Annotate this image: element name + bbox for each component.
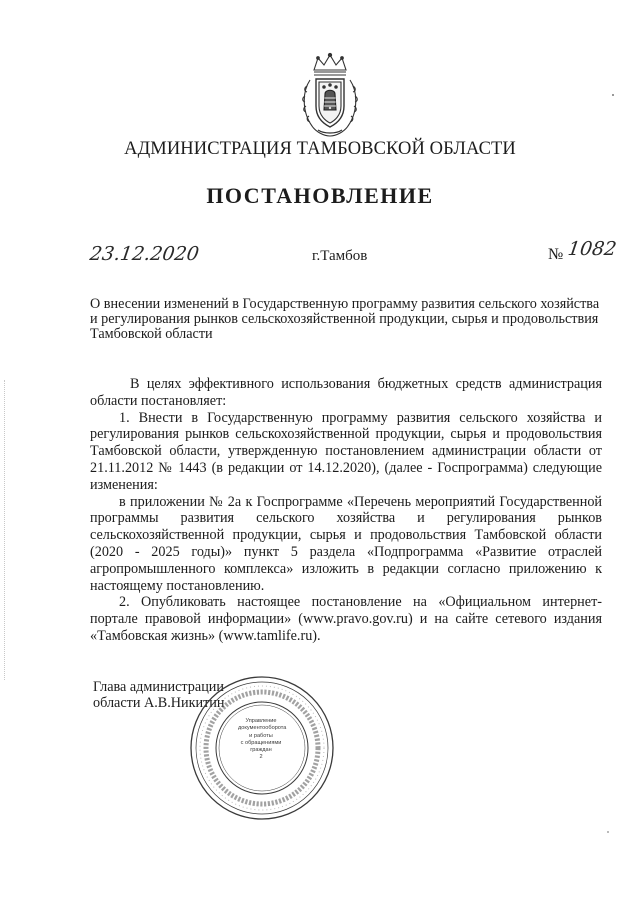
document-number: 1082: [566, 238, 618, 260]
document-type-heading: ПОСТАНОВЛЕНИЕ: [206, 183, 434, 208]
item-1-paragraph: 1. Внести в Государственную программу развития сельского хозяйства и регулирования рынков сельскохозяйственной продукции, сырья и продовольствия Тамбовской области, утвержденную постановлением администрации области от 21.11.2012 № 1443 (в редакции от 14.12.2020), (далее - Госпрограмма) следующие изменения:: [90, 409, 602, 493]
document-body: [90, 376, 602, 645]
scan-speck: [612, 94, 614, 96]
signature-name: области А.В.Никитин: [93, 695, 225, 711]
intro-paragraph: В целях эффективного использования бюджетных средств администрация области постановляет:: [90, 376, 602, 409]
document-date: 23.12.2020: [88, 243, 201, 265]
scan-speck: [607, 831, 609, 833]
stamp-inner-text: Управление документооборота и работы с обращениями граждан 2: [238, 718, 287, 761]
number-sign: №: [548, 246, 564, 263]
coat-of-arms-icon: [300, 52, 360, 138]
organization-title: АДМИНИСТРАЦИЯ ТАМБОВСКОЙ ОБЛАСТИ: [124, 139, 516, 159]
item-2-paragraph: 2. Опубликовать настоящее постановление на «Официальном интернет-портале правовой информации» (www.pravo.gov.ru) и на сайте сетевого издания «Тамбовская жизнь» (www.tamlife.ru).: [90, 594, 602, 644]
scan-edge-mark: [4, 380, 7, 680]
document-subject: О внесении изменений в Государственную программу развития сельского хозяйства и регулирования рынков сельскохозяйственной продукции, сырья и продовольствия Тамбовской области: [90, 296, 600, 342]
document-city: г.Тамбов: [312, 248, 368, 264]
signature-position: Глава администрации: [93, 679, 224, 695]
item-1-sub-paragraph: в приложении № 2а к Госпрограмме «Перечень мероприятий Государственной программы развития сельского хозяйства и регулирования рынков сельскохозяйственной продукции, сырья и продовольствия Тамбовской области (2020 - 2025 годы)» пункт 5 раздела «Подпрограмма «Развитие отраслей агропромышленного комплекса» изложить в редакции согласно приложению к настоящему постановлению.: [90, 493, 602, 594]
